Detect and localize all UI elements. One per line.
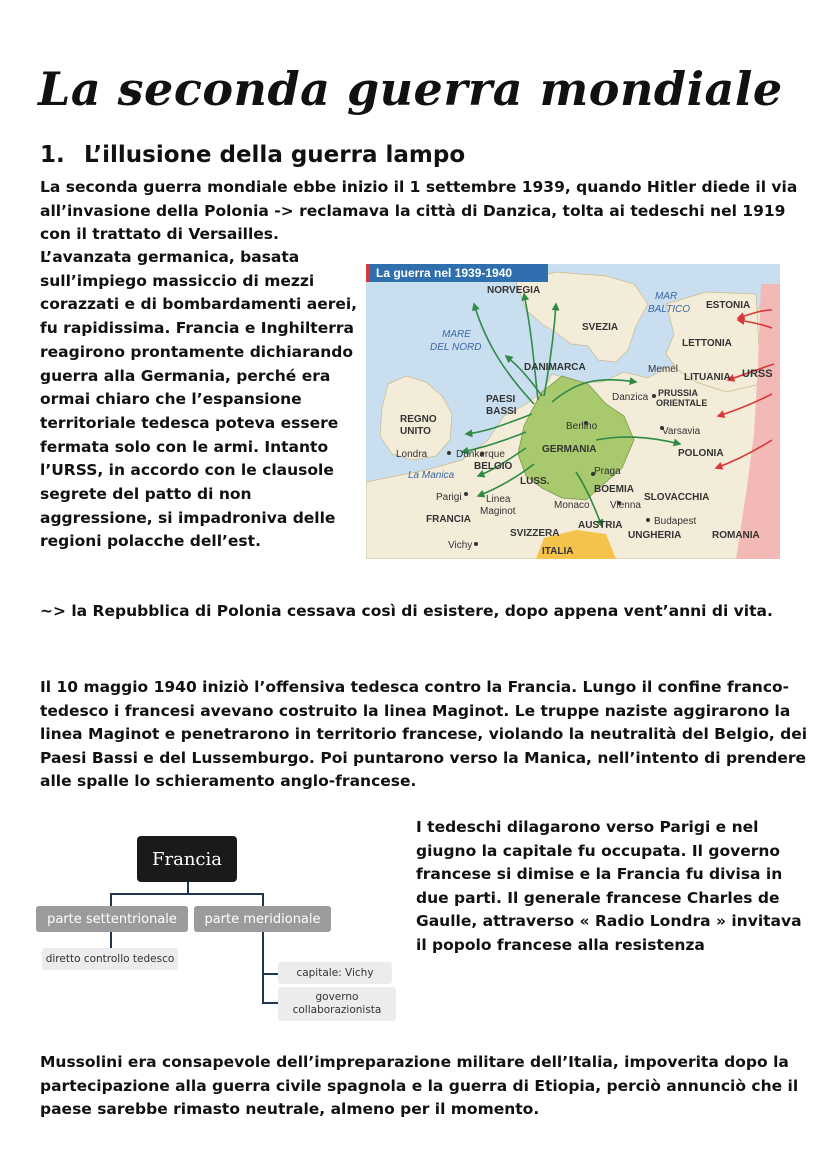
map-label-berlino: Berlino <box>566 421 598 432</box>
map-label-austria: AUSTRIA <box>578 520 623 531</box>
map-label-lituania: LITUANIA <box>684 372 731 383</box>
map-label-mar-baltico-2: BALTICO <box>648 304 691 315</box>
map-label-danzica: Danzica <box>612 392 649 403</box>
map-label-paesi-bassi-2: BASSI <box>486 406 517 417</box>
map-label-francia: FRANCIA <box>426 514 471 525</box>
map-label-ungheria: UNGHERIA <box>628 530 682 541</box>
map-label-estonia: ESTONIA <box>706 300 751 311</box>
map-label-mar-baltico-1: MAR <box>655 291 678 302</box>
map-label-vienna: Vienna <box>610 500 641 511</box>
map-label-svizzera: SVIZZERA <box>510 528 560 539</box>
diagram-north-detail: diretto controllo tedesco <box>42 948 178 970</box>
paragraph-intro: La seconda guerra mondiale ebbe inizio il 1 settembre 1939, quando Hitler diede il via all’invasione della Polonia -> reclamava la città di Danzica, tolta ai tedeschi nel 1919 con il trattato di Versailles. <box>40 178 798 243</box>
page-title: La seconda guerra mondiale <box>38 62 783 116</box>
diagram-south-government <box>278 987 396 1021</box>
map-label-lettonia: LETTONIA <box>682 338 732 349</box>
map-label-memel: Memel <box>648 364 679 375</box>
map-label-belgio: BELGIO <box>474 461 513 472</box>
map-label-londra: Londra <box>396 449 428 460</box>
map-label-norvegia: NORVEGIA <box>487 285 541 296</box>
paragraph-advance: L’avanzata germanica, basata sull’impiego massiccio di mezzi corazzati e di bombardamenti aerei, fu rapidissima. Francia e Inghilterra reagirono prontamente dichiarando guerra alla Germania, perché era ormai chiaro che l’espansione territoriale tedesca poteva essere fermata solo con le armi. Intanto l’URSS, in accordo con le clausole segrete del patto di non aggressione, si impadroniva delle regioni polacche dell’est. <box>40 248 358 551</box>
map-label-luss: LUSS. <box>520 476 550 487</box>
map-label-germania: GERMANIA <box>542 444 597 455</box>
map-label-mare-nord-2: DEL NORD <box>430 342 482 353</box>
map-label-praga: Praga <box>594 466 621 477</box>
diagram-gov-line-1: governo <box>315 991 359 1003</box>
section-heading <box>40 142 465 168</box>
map-label-monaco: Monaco <box>554 500 590 511</box>
map-label-prussia-1: PRUSSIA <box>658 388 699 398</box>
paragraph-poland-end: ~> la Repubblica di Polonia cessava così di esistere, dopo appena vent’anni di vita. <box>40 602 773 620</box>
section-number: 1. <box>40 142 65 168</box>
map-title: La guerra nel 1939-1940 <box>376 266 513 280</box>
map-label-danimarca: DANIMARCA <box>524 362 586 373</box>
map-label-regno-unito-2: UNITO <box>400 426 431 437</box>
map-label-varsavia: Varsavia <box>662 426 701 437</box>
map-label-dunkerque: Dunkerque <box>456 449 505 460</box>
map-label-paesi-bassi-1: PAESI <box>486 394 516 405</box>
map-label-la-manica: La Manica <box>408 470 455 481</box>
diagram-north-part: parte settentrionale <box>36 906 188 932</box>
map-label-svezia: SVEZIA <box>582 322 619 333</box>
map-label-regno-unito-1: REGNO <box>400 414 437 425</box>
section-title: L’illusione della guerra lampo <box>84 142 466 168</box>
map-label-polonia: POLONIA <box>678 448 724 459</box>
diagram-root-francia: Francia <box>137 836 237 882</box>
map-label-italia: ITALIA <box>542 546 574 557</box>
map-label-prussia-2: ORIENTALE <box>656 398 708 408</box>
paragraph-mussolini: Mussolini era consapevole dell’impreparazione militare dell’Italia, impoverita dopo la partecipazione alla guerra civile spagnola e la guerra di Etiopia, perciò annunciò che il paese sarebbe rimasto neutrale, almeno per il momento. <box>40 1053 799 1118</box>
war-map-1939-1940 <box>366 264 780 559</box>
diagram-south-part: parte meridionale <box>194 906 331 932</box>
map-label-urss: URSS <box>742 368 773 380</box>
map-label-linea-2: Maginot <box>480 506 516 517</box>
map-label-parigi: Parigi <box>436 492 462 503</box>
map-label-budapest: Budapest <box>654 516 697 527</box>
paragraph-paris: I tedeschi dilagarono verso Parigi e nel giugno la capitale fu occupata. Il governo francese si dimise e la Francia fu divisa in due parti. Il generale francese Charles de Gaulle, attraverso « Radio Londra » invitava il popolo francese alla resistenza <box>416 818 802 954</box>
paragraph-france-offensive: Il 10 maggio 1940 iniziò l’offensiva tedesca contro la Francia. Lungo il confine franco-tedesco i francesi avevano costruito la linea Maginot. Le truppe naziste aggirarono la linea Maginot e penetrarono in territorio francese, violando la neutralità del Belgio, dei Paesi Bassi e del Lussemburgo. Poi puntarono verso la Manica, nell’intento di prendere alle spalle lo schieramento anglo-francese. <box>40 678 808 790</box>
map-label-linea-1: Linea <box>486 494 511 505</box>
map-label-vichy: Vichy <box>448 540 473 551</box>
diagram-gov-line-2: collaborazionista <box>292 1004 382 1016</box>
map-label-boemia: BOEMIA <box>594 484 634 495</box>
map-label-slovacchia: SLOVACCHIA <box>644 492 710 503</box>
france-division-diagram <box>30 830 410 1030</box>
map-label-mare-nord-1: MARE <box>442 329 471 340</box>
diagram-south-capital: capitale: Vichy <box>278 962 392 984</box>
map-label-romania: ROMANIA <box>712 530 760 541</box>
